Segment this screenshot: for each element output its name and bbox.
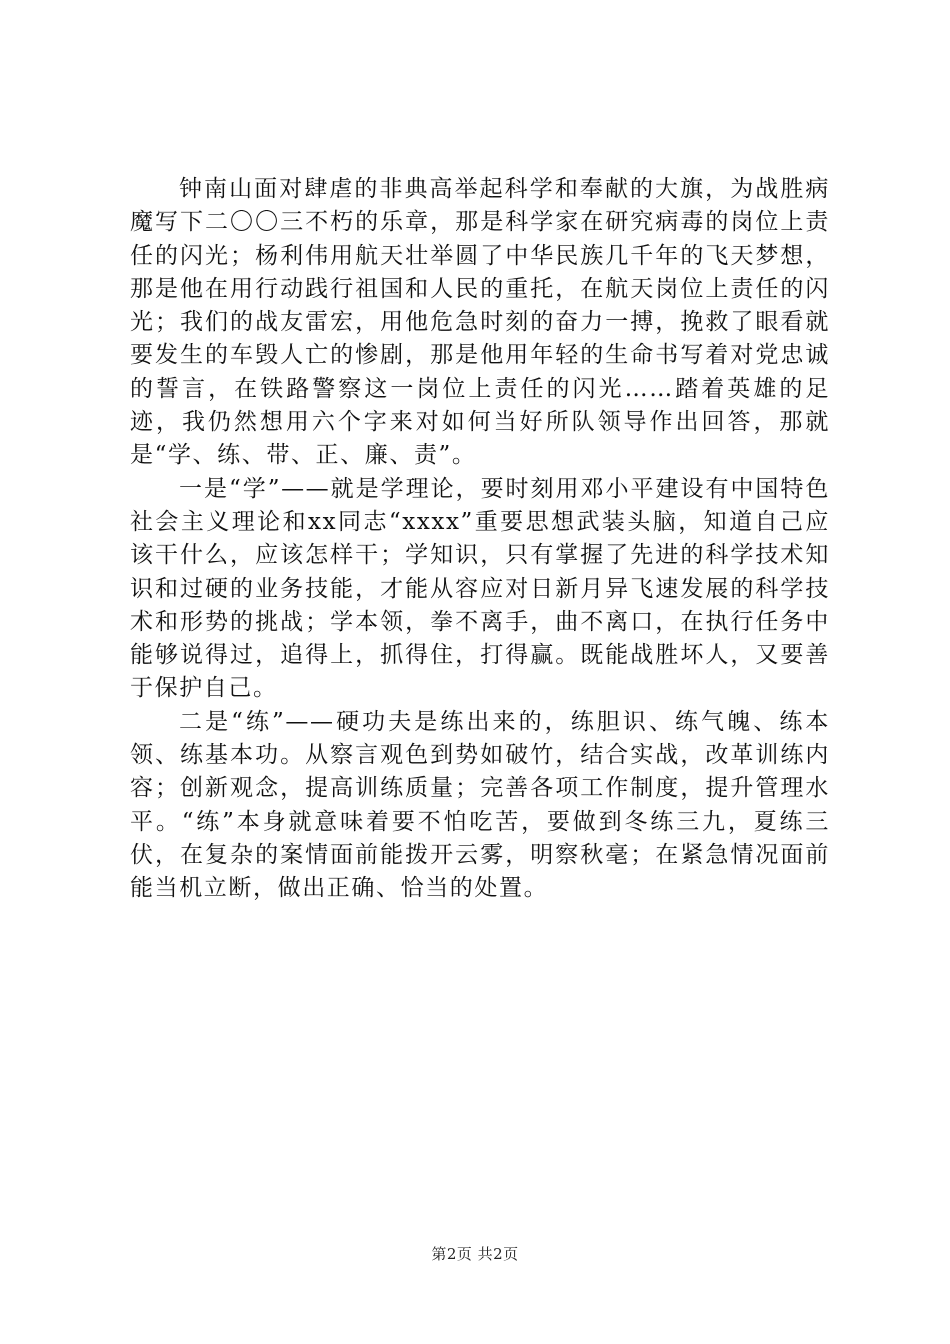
paragraph-heroes: 钟南山面对肆虐的非典高举起科学和奉献的大旗，为战胜病魔写下二〇〇三不朽的乐章，那是科学家在研究病毒的岗位上责任的闪光；杨利伟用航天壮举圆了中华民族几千年的飞天梦想，那是他在用行动践行祖国和人民的重托，在航天岗位上责任的闪光；我们的战友雷宏，用他危急时刻的奋力一搏，挽救了眼看就要发生的车毁人亡的惨剧，那是他用年轻的生命书写着对党忠诚的誓言，在铁路警察这一岗位上责任的闪光……踏着英雄的足迹，我仍然想用六个字来对如何当好所队领导作出回答，那就是“学、练、带、正、廉、责”。 [130,176,830,469]
paragraph-practice: 二是“练”——硬功夫是练出来的，练胆识、练气魄、练本领、练基本功。从察言观色到势如破竹，结合实战，改革训练内容；创新观念，提高训练质量；完善各项工作制度，提升管理水平。“练”本身就意味着要不怕吃苦，要做到冬练三九，夏练三伏，在复杂的案情面前能拨开云雾，明察秋毫；在紧急情况面前能当机立断，做出正确、恰当的处置。 [130,708,830,902]
paragraph-study: 一是“学”——就是学理论，要时刻用邓小平建设有中国特色社会主义理论和xx同志“xxxx”重要思想武装头脑，知道自己应该干什么，应该怎样干；学知识，只有掌握了先进的科学技术知识和过硬的业务技能，才能从容应对日新月异飞速发展的科学技术和形势的挑战；学本领，拳不离手，曲不离口，在执行任务中能够说得过，追得上，抓得住，打得赢。既能战胜坏人，又要善于保护自己。 [130,475,830,702]
page-footer: 第2页 共2页 [431,1245,519,1263]
document-body [130,173,830,906]
